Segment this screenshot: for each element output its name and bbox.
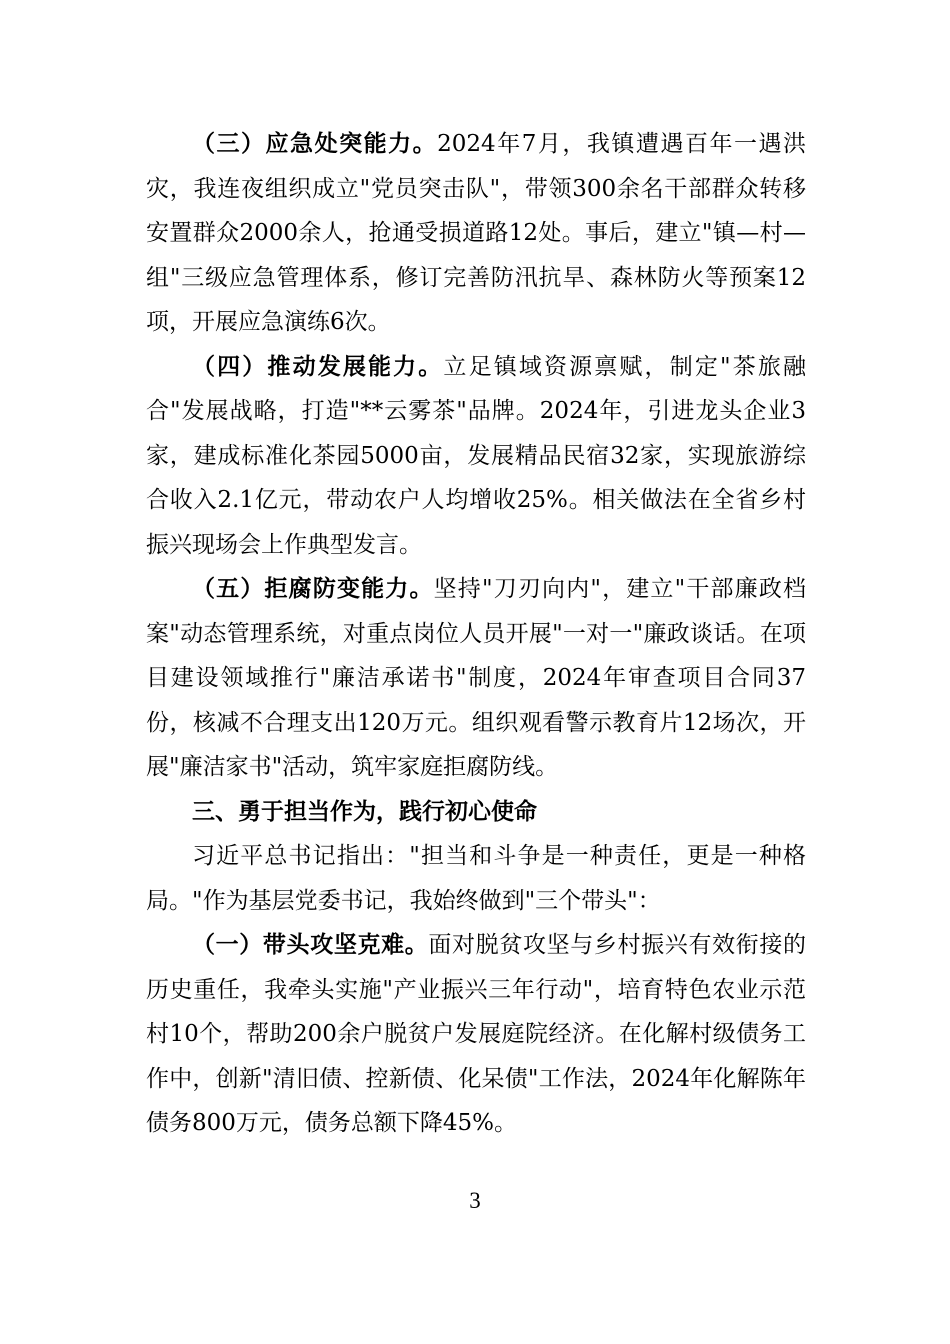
paragraph-development <box>146 345 806 568</box>
paragraph-body: 坚持"刀刃向内"，建立"干部廉政档案"动态管理系统，对重点岗位人员开展"一对一"廉政谈话。在项目建设领域推行"廉洁承诺书"制度，2024年审查项目合同37份，核减不合理支出120万元。组织观看警示教育片12场次，开展"廉洁家书"活动，筑牢家庭拒腐防线。 <box>146 576 806 780</box>
paragraph-body: 2024年7月，我镇遭遇百年一遇洪灾，我连夜组织成立"党员突击队"，带领300余名干部群众转移安置群众2000余人，抢通受损道路12处。事后，建立"镇—村—组"三级应急管理体系，修订完善防汛抗旱、森林防火等预案12项，开展应急演练6次。 <box>146 131 807 335</box>
page-number: 3 <box>469 1188 481 1213</box>
paragraph-body: 立足镇域资源禀赋，制定"茶旅融合"发展战略，打造"**云雾茶"品牌。2024年，引进龙头企业3家，建成标准化茶园5000亩，发展精品民宿32家，实现旅游综合收入2.1亿元，带动农户人均增收25%。相关做法在全省乡村振兴现场会上作典型发言。 <box>146 353 806 558</box>
paragraph-lead: （五）拒腐防变能力。 <box>192 576 434 602</box>
paragraph-lead: （一）带头攻坚克难。 <box>192 932 429 958</box>
paragraph-anti-corruption <box>146 567 806 790</box>
document-page <box>146 122 806 1146</box>
section-intro: 习近平总书记指出："担当和斗争是一种责任，更是一种格局。"作为基层党委书记，我始终做到"三个带头"： <box>146 843 806 914</box>
paragraph-lead: （三）应急处突能力。 <box>192 131 438 157</box>
paragraph-body: 面对脱贫攻坚与乡村振兴有效衔接的历史重任，我牵头实施"产业振兴三年行动"，培育特色农业示范村10个，帮助200余户脱贫户发展庭院经济。在化解村级债务工作中，创新"清旧债、控新债、化呆债"工作法，2024年化解陈年债务800万元，债务总额下降45%。 <box>146 932 807 1136</box>
section-heading: 三、勇于担当作为，践行初心使命 <box>192 798 537 825</box>
paragraph-lead: （四）推动发展能力。 <box>192 353 444 380</box>
paragraph-tackle-difficulties <box>146 923 806 1146</box>
paragraph-emergency-response <box>146 122 806 345</box>
